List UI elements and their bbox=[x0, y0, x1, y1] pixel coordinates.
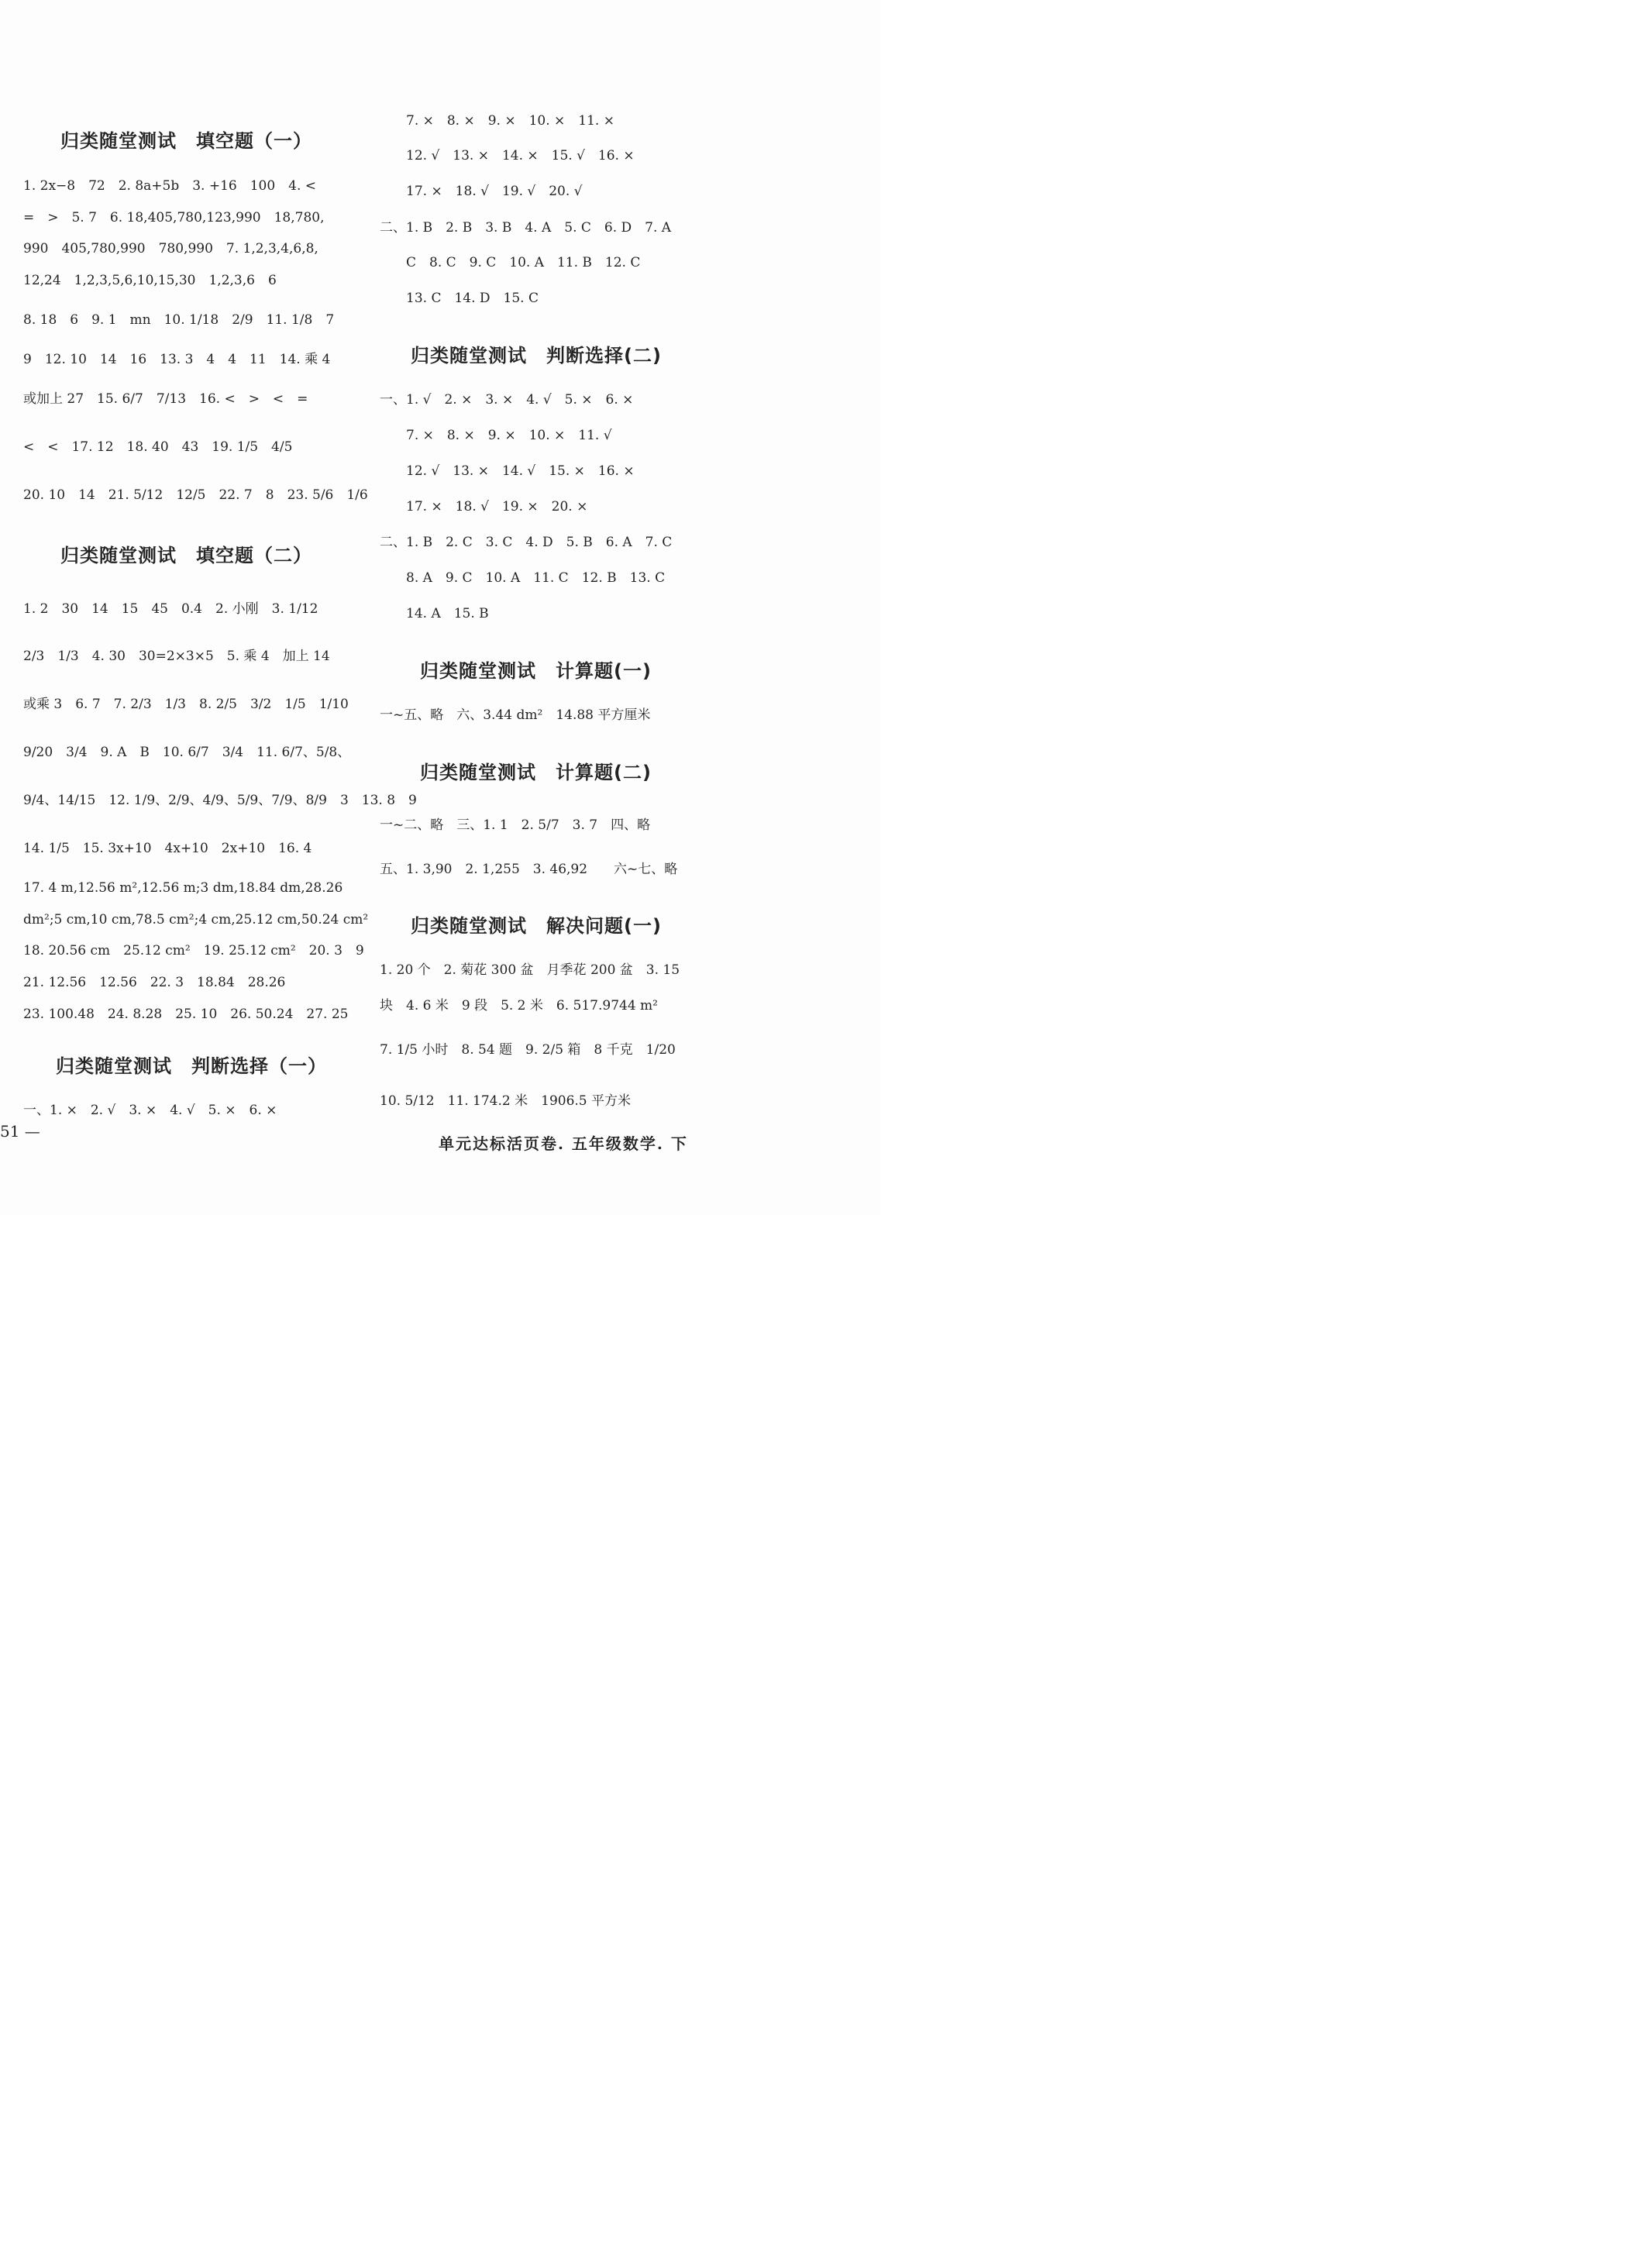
answer-line: 二、1. B 2. C 3. C 4. D 5. B 6. A 7. C bbox=[380, 535, 673, 550]
answer-line: 17. 4 m,12.56 m²,12.56 m;3 dm,18.84 dm,28.26 bbox=[23, 880, 343, 896]
answer-line: 17. × 18. √ 19. √ 20. √ bbox=[406, 184, 583, 199]
section-heading-fill-in-1: 归类随堂测试 填空题（一） bbox=[60, 130, 312, 152]
answer-line: 一、1. √ 2. × 3. × 4. √ 5. × 6. × bbox=[380, 392, 634, 408]
answer-line: 14. 1/5 15. 3x+10 4x+10 2x+10 16. 4 bbox=[23, 841, 312, 856]
answer-line: 14. A 15. B bbox=[406, 606, 489, 621]
book-title: 单元达标活页卷. 五年级数学. 下 bbox=[439, 1134, 688, 1153]
answer-page bbox=[0, 0, 880, 1216]
answer-line: 二、1. B 2. B 3. B 4. A 5. C 6. D 7. A bbox=[380, 220, 672, 236]
answer-line: 8. 18 6 9. 1 mn 10. 1/18 2/9 11. 1/8 7 bbox=[23, 312, 335, 328]
answer-line: 1. 2x−8 72 2. 8a+5b 3. +16 100 4. < bbox=[23, 178, 317, 194]
answer-line: 1. 20 个 2. 菊花 300 盆 月季花 200 盆 3. 15 bbox=[380, 962, 680, 978]
answer-line: 9/4、14/15 12. 1/9、2/9、4/9、5/9、7/9、8/9 3 13. 8 9 bbox=[23, 793, 417, 808]
answer-line: 990 405,780,990 780,990 7. 1,2,3,4,6,8, bbox=[23, 241, 318, 256]
page-number: 51 — bbox=[0, 1122, 40, 1141]
answer-line: < < 17. 12 18. 40 43 19. 1/5 4/5 bbox=[23, 439, 293, 455]
answer-line: 18. 20.56 cm 25.12 cm² 19. 25.12 cm² 20. 3 9 bbox=[23, 943, 364, 958]
answer-line: 或乘 3 6. 7 7. 2/3 1/3 8. 2/5 3/2 1/5 1/10 bbox=[23, 697, 349, 712]
answer-line: = > 5. 7 6. 18,405,780,123,990 18,780, bbox=[23, 210, 325, 225]
answer-line: 13. C 14. D 15. C bbox=[406, 291, 539, 306]
section-heading-fill-in-2: 归类随堂测试 填空题（二） bbox=[60, 545, 312, 566]
answer-line: 21. 12.56 12.56 22. 3 18.84 28.26 bbox=[23, 975, 286, 990]
answer-line: 2/3 1/3 4. 30 30=2×3×5 5. 乘 4 加上 14 bbox=[23, 649, 330, 664]
answer-line: 1. 2 30 14 15 45 0.4 2. 小刚 3. 1/12 bbox=[23, 601, 318, 617]
answer-line: 7. × 8. × 9. × 10. × 11. × bbox=[406, 113, 614, 129]
answer-line: 9 12. 10 14 16 13. 3 4 4 11 14. 乘 4 bbox=[23, 352, 331, 367]
section-heading-calculation-2: 归类随堂测试 计算题(二) bbox=[420, 762, 652, 783]
answer-line: 7. × 8. × 9. × 10. × 11. √ bbox=[406, 428, 612, 443]
answer-line: 或加上 27 15. 6/7 7/13 16. < > < = bbox=[23, 391, 308, 407]
answer-line: dm²;5 cm,10 cm,78.5 cm²;4 cm,25.12 cm,50.24 cm² bbox=[23, 912, 369, 928]
answer-line: 7. 1/5 小时 8. 54 题 9. 2/5 箱 8 千克 1/20 bbox=[380, 1042, 676, 1058]
answer-line: 12,24 1,2,3,5,6,10,15,30 1,2,3,6 6 bbox=[23, 273, 277, 288]
section-heading-calculation-1: 归类随堂测试 计算题(一) bbox=[420, 660, 652, 682]
answer-line: C 8. C 9. C 10. A 11. B 12. C bbox=[406, 255, 641, 270]
answer-line: 20. 10 14 21. 5/12 12/5 22. 7 8 23. 5/6 1/6 bbox=[23, 487, 368, 503]
answer-line: 9/20 3/4 9. A B 10. 6/7 3/4 11. 6/7、5/8、 bbox=[23, 745, 351, 760]
section-heading-judge-choose-1: 归类随堂测试 判断选择（一） bbox=[56, 1055, 327, 1077]
answer-line: 五、1. 3,90 2. 1,255 3. 46,92 六~七、略 bbox=[380, 862, 678, 877]
answer-line: 8. A 9. C 10. A 11. C 12. B 13. C bbox=[406, 570, 666, 586]
answer-line: 12. √ 13. × 14. √ 15. × 16. × bbox=[406, 463, 635, 479]
answer-line: 17. × 18. √ 19. × 20. × bbox=[406, 499, 588, 515]
answer-line: 一~二、略 三、1. 1 2. 5/7 3. 7 四、略 bbox=[380, 817, 651, 833]
answer-line: 块 4. 6 米 9 段 5. 2 米 6. 517.9744 m² bbox=[380, 998, 658, 1014]
answer-line: 12. √ 13. × 14. × 15. √ 16. × bbox=[406, 148, 635, 163]
section-heading-judge-choose-2: 归类随堂测试 判断选择(二) bbox=[411, 345, 662, 367]
section-heading-problem-solving-1: 归类随堂测试 解决问题(一) bbox=[411, 915, 662, 937]
answer-line: 10. 5/12 11. 174.2 米 1906.5 平方米 bbox=[380, 1093, 632, 1109]
answer-line: 23. 100.48 24. 8.28 25. 10 26. 50.24 27. 25 bbox=[23, 1007, 349, 1022]
answer-line: 一、1. × 2. √ 3. × 4. √ 5. × 6. × bbox=[23, 1103, 277, 1118]
answer-line: 一~五、略 六、3.44 dm² 14.88 平方厘米 bbox=[380, 707, 651, 723]
